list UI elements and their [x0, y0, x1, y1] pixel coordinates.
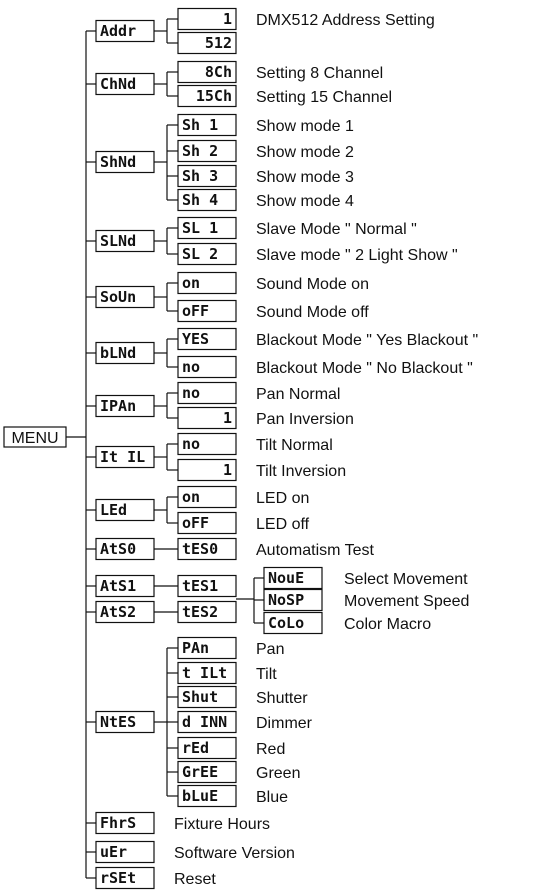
menu-group-4: [96, 287, 154, 308]
option-7-0-label: Tilt Normal: [256, 437, 333, 454]
option-3-1-code: SL 2: [182, 245, 219, 263]
option-6-1-code: 1: [222, 409, 232, 427]
menu-group-11-code: AtS2: [100, 603, 137, 621]
option-0-1-code: 512: [204, 34, 232, 52]
menu-group-5-code: bLNd: [100, 344, 137, 362]
option-12-2-label: Shutter: [256, 690, 308, 707]
option-3-0-code: SL 1: [182, 219, 219, 237]
option-12-6: [178, 786, 236, 807]
option-1-0: [178, 62, 236, 83]
option-12-2: [178, 687, 236, 708]
option-5-0: [178, 329, 236, 350]
option-12-6-label: Blue: [256, 789, 289, 806]
option-1-1: [178, 86, 236, 107]
menu-group-8-code: LEd: [100, 501, 128, 519]
option-12-1: [178, 663, 236, 684]
menu-group-13-label: Fixture Hours: [174, 816, 271, 833]
option-6-0-label: Pan Normal: [256, 386, 341, 403]
option-2-3-label: Show mode 4: [256, 193, 354, 210]
menu-group-12: [96, 712, 154, 733]
test-option-1-code: NoSP: [268, 591, 305, 609]
test-option-0-code: NouE: [268, 569, 305, 587]
menu-group-6-code: IPAn: [100, 397, 137, 415]
option-11-0: [178, 602, 236, 623]
menu-group-3-code: SLNd: [100, 232, 137, 250]
test-option-1: [264, 590, 322, 611]
menu-group-15-code: rSEt: [100, 869, 137, 887]
option-7-0: [178, 434, 236, 455]
menu-group-14: [96, 842, 154, 863]
option-3-1-label: Slave mode " 2 Light Show ": [256, 247, 458, 264]
option-7-1-label: Tilt Inversion: [256, 463, 347, 480]
option-4-1-code: oFF: [182, 302, 210, 320]
option-8-1-code: oFF: [182, 514, 210, 532]
menu-group-11: [96, 602, 154, 623]
menu-group-1-code: ChNd: [100, 75, 137, 93]
option-8-0-label: LED on: [256, 490, 310, 507]
option-5-1: [178, 357, 236, 378]
option-12-0-label: Pan: [256, 641, 285, 658]
option-12-4-label: Red: [256, 741, 286, 758]
menu-group-8: [96, 500, 154, 521]
option-10-0-code: tES1: [182, 577, 219, 595]
test-option-2-code: CoLo: [268, 614, 305, 632]
option-9-0: [178, 539, 236, 560]
menu-group-10-code: AtS1: [100, 577, 137, 595]
menu-label: MENU: [11, 430, 59, 447]
option-2-1: [178, 141, 236, 162]
menu-group-12-code: NtES: [100, 713, 137, 731]
menu-group-13-code: FhrS: [100, 814, 137, 832]
test-option-2: [264, 613, 322, 634]
menu-group-2: [96, 152, 154, 173]
menu-root-box: [4, 427, 66, 447]
option-3-1: [178, 244, 236, 265]
option-2-1-code: Sh 2: [182, 142, 219, 160]
option-4-0-label: Sound Mode on: [256, 276, 369, 293]
option-1-1-label: Setting 15 Channel: [256, 89, 393, 106]
option-5-1-label: Blackout Mode " No Blackout ": [256, 360, 473, 377]
option-12-5-code: GrEE: [182, 763, 219, 781]
option-12-5: [178, 762, 236, 783]
option-6-0-code: no: [182, 384, 201, 402]
option-0-0-label: DMX512 Address Setting: [256, 12, 435, 29]
option-12-4-code: rEd: [182, 739, 210, 757]
option-11-0-code: tES2: [182, 603, 219, 621]
option-2-0: [178, 115, 236, 136]
menu-group-6: [96, 396, 154, 417]
option-10-0: [178, 576, 236, 597]
option-2-2-label: Show mode 3: [256, 169, 354, 186]
option-2-3: [178, 190, 236, 211]
option-2-3-code: Sh 4: [182, 191, 219, 209]
option-6-0: [178, 383, 236, 404]
option-6-1-label: Pan Inversion: [256, 411, 354, 428]
option-4-1: [178, 301, 236, 322]
option-6-1: [178, 408, 236, 429]
option-12-1-code: t ILt: [182, 664, 228, 682]
option-8-1: [178, 513, 236, 534]
option-7-1-code: 1: [222, 461, 232, 479]
menu-group-0: [96, 21, 154, 42]
menu-group-13: [96, 813, 154, 834]
menu-group-15: [96, 868, 154, 889]
option-9-0-code: tES0: [182, 540, 219, 558]
option-8-0: [178, 487, 236, 508]
menu-group-1: [96, 74, 154, 95]
test-option-0: [264, 568, 322, 589]
option-8-0-code: on: [182, 488, 201, 506]
menu-group-7-code: It IL: [100, 448, 146, 466]
menu-group-14-label: Software Version: [174, 845, 295, 862]
option-2-2: [178, 166, 236, 187]
option-1-0-code: 8Ch: [204, 63, 232, 81]
option-8-1-label: LED off: [256, 516, 310, 533]
menu-group-0-code: Addr: [100, 22, 137, 40]
menu-group-10: [96, 576, 154, 597]
option-1-1-code: 15Ch: [195, 87, 232, 105]
option-12-3-code: d INN: [182, 713, 228, 731]
menu-group-7: [96, 447, 154, 468]
menu-group-2-code: ShNd: [100, 153, 137, 171]
option-12-1-label: Tilt: [256, 666, 277, 683]
menu-group-4-code: SoUn: [100, 288, 137, 306]
option-0-0-code: 1: [222, 10, 232, 28]
test-option-0-label: Select Movement: [344, 571, 468, 588]
option-12-4: [178, 738, 236, 759]
option-12-5-label: Green: [256, 765, 301, 782]
menu-group-3: [96, 231, 154, 252]
option-12-6-code: bLuE: [182, 787, 219, 805]
menu-group-9-code: AtS0: [100, 540, 137, 558]
menu-group-9: [96, 539, 154, 560]
option-2-2-code: Sh 3: [182, 167, 219, 185]
option-3-0: [178, 218, 236, 239]
option-12-3-label: Dimmer: [256, 715, 312, 732]
option-3-0-label: Slave Mode " Normal ": [256, 221, 417, 238]
test-option-2-label: Color Macro: [344, 616, 432, 633]
option-0-1: [178, 33, 236, 54]
option-12-3: [178, 712, 236, 733]
option-12-0-code: PAn: [182, 639, 210, 657]
option-12-0: [178, 638, 236, 659]
option-4-0: [178, 273, 236, 294]
option-12-2-code: Shut: [182, 688, 219, 706]
menu-group-15-label: Reset: [174, 871, 216, 888]
option-2-1-label: Show mode 2: [256, 144, 354, 161]
option-9-0-label: Automatism Test: [256, 542, 374, 559]
option-5-0-label: Blackout Mode " Yes Blackout ": [256, 332, 479, 349]
option-5-1-code: no: [182, 358, 201, 376]
test-option-1-label: Movement Speed: [344, 593, 470, 610]
menu-group-5: [96, 343, 154, 364]
option-2-0-label: Show mode 1: [256, 118, 354, 135]
option-7-1: [178, 460, 236, 481]
option-4-0-code: on: [182, 274, 201, 292]
option-0-0: [178, 9, 236, 30]
option-4-1-label: Sound Mode off: [256, 304, 369, 321]
menu-group-14-code: uEr: [100, 843, 128, 861]
option-5-0-code: YES: [182, 330, 210, 348]
option-1-0-label: Setting 8 Channel: [256, 65, 384, 82]
option-2-0-code: Sh 1: [182, 116, 219, 134]
option-7-0-code: no: [182, 435, 201, 453]
